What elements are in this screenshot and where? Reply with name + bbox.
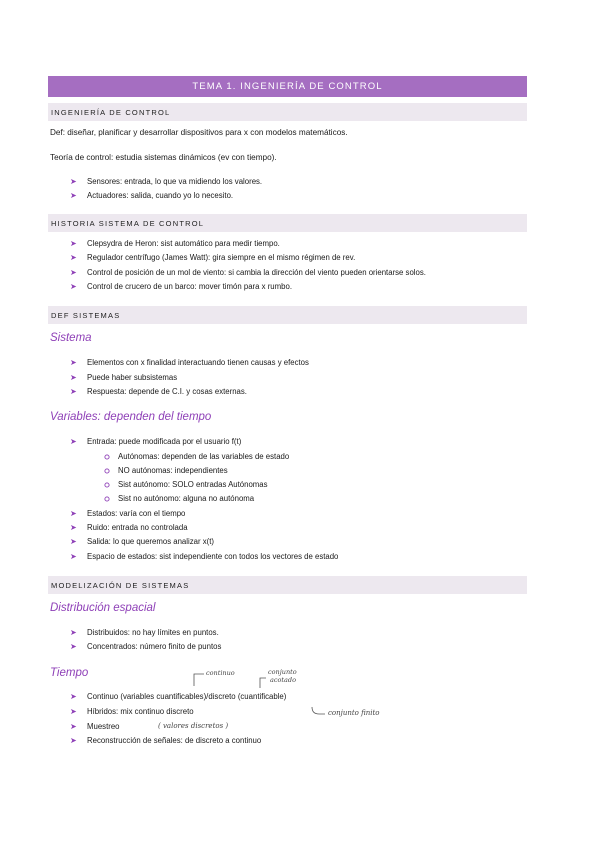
circle-bullet-icon: [104, 482, 118, 488]
section-header: INGENIERÍA DE CONTROL: [48, 103, 527, 121]
list-item: ➤ Actuadores: salida, cuando yo lo necesito.: [70, 191, 234, 200]
handwritten-arrow: [192, 670, 206, 688]
arrow-bullet-icon: ➤: [70, 437, 77, 446]
list-item: ➤ Distribuidos: no hay límites en puntos.: [70, 628, 219, 637]
sub-list-item: Sist autónomo: SOLO entradas Autónomas: [104, 480, 268, 489]
arrow-bullet-icon: ➤: [70, 537, 77, 546]
handwritten-arrow: [258, 674, 268, 690]
list-item: ➤ Reconstrucción de señales: de discreto a continuo: [70, 736, 262, 745]
arrow-bullet-icon: ➤: [70, 707, 77, 716]
list-item: ➤ Sensores: entrada, lo que va midiendo los valores.: [70, 177, 263, 186]
list-item: ➤ Muestreo: [70, 722, 120, 731]
handwritten-note: acotado: [270, 676, 296, 684]
list-item: ➤ Continuo (variables cuantificables)/discreto (cuantificable): [70, 692, 287, 701]
arrow-bullet-icon: ➤: [70, 239, 77, 248]
document-title: TEMA 1. INGENIERÍA DE CONTROL: [48, 76, 527, 97]
arrow-bullet-icon: ➤: [70, 552, 77, 561]
arrow-bullet-icon: ➤: [70, 692, 77, 701]
handwritten-note: conjunto: [268, 668, 297, 676]
arrow-bullet-icon: ➤: [70, 373, 77, 382]
handwritten-note: ( valores discretos ): [158, 722, 229, 730]
arrow-bullet-icon: ➤: [70, 268, 77, 277]
list-item: ➤ Control de crucero de un barco: mover timón para x rumbo.: [70, 282, 292, 291]
theory-text: Teoría de control: estudia sistemas dinámicos (ev con tiempo).: [50, 153, 277, 162]
list-item: ➤ Espacio de estados: sist independiente con todos los vectores de estado: [70, 552, 339, 561]
list-item: ➤ Concentrados: número finito de puntos: [70, 642, 222, 651]
section-header: HISTORIA SISTEMA DE CONTROL: [48, 214, 527, 232]
list-item: ➤ Ruido: entrada no controlada: [70, 523, 188, 532]
subheading: Distribución espacial: [50, 602, 156, 614]
arrow-bullet-icon: ➤: [70, 358, 77, 367]
subheading: Variables: dependen del tiempo: [50, 411, 212, 423]
handwritten-arrow: [310, 705, 326, 717]
arrow-bullet-icon: ➤: [70, 722, 77, 731]
circle-bullet-icon: [104, 454, 118, 460]
handwritten-note: continuo: [206, 669, 235, 677]
arrow-bullet-icon: ➤: [70, 736, 77, 745]
list-item: ➤ Entrada: puede modificada por el usuario f(t): [70, 437, 242, 446]
arrow-bullet-icon: ➤: [70, 642, 77, 651]
arrow-bullet-icon: ➤: [70, 253, 77, 262]
arrow-bullet-icon: ➤: [70, 628, 77, 637]
arrow-bullet-icon: ➤: [70, 191, 77, 200]
list-item: ➤ Clepsydra de Heron: sist automático para medir tiempo.: [70, 239, 280, 248]
arrow-bullet-icon: ➤: [70, 177, 77, 186]
list-item: ➤ Elementos con x finalidad interactuando tienen causas y efectos: [70, 358, 309, 367]
circle-bullet-icon: [104, 496, 118, 502]
list-item: ➤ Puede haber subsistemas: [70, 373, 178, 382]
sub-list-item: NO autónomas: independientes: [104, 466, 228, 475]
list-item: ➤ Regulador centrífugo (James Watt): gira siempre en el mismo régimen de rev.: [70, 253, 356, 262]
list-item: ➤ Estados: varía con el tiempo: [70, 509, 186, 518]
subheading: Tiempo: [50, 667, 89, 679]
handwritten-note: conjunto finito: [328, 709, 380, 717]
subheading: Sistema: [50, 332, 92, 344]
list-item: ➤ Respuesta: depende de C.I. y cosas externas.: [70, 387, 247, 396]
arrow-bullet-icon: ➤: [70, 523, 77, 532]
sub-list-item: Autónomas: dependen de las variables de estado: [104, 452, 289, 461]
list-item: ➤ Híbridos: mix continuo discreto: [70, 707, 194, 716]
list-item: ➤ Salida: lo que queremos analizar x(t): [70, 537, 214, 546]
circle-bullet-icon: [104, 468, 118, 474]
sub-list-item: Sist no autónomo: alguna no autónoma: [104, 494, 254, 503]
arrow-bullet-icon: ➤: [70, 282, 77, 291]
section-header: MODELIZACIÓN DE SISTEMAS: [48, 576, 527, 594]
arrow-bullet-icon: ➤: [70, 387, 77, 396]
definition-text: Def: diseñar, planificar y desarrollar dispositivos para x con modelos matemáticos.: [50, 128, 348, 137]
arrow-bullet-icon: ➤: [70, 509, 77, 518]
section-header: DEF SISTEMAS: [48, 306, 527, 324]
list-item: ➤ Control de posición de un mol de viento: si cambia la dirección del viento pueden orientarse solos.: [70, 268, 426, 277]
